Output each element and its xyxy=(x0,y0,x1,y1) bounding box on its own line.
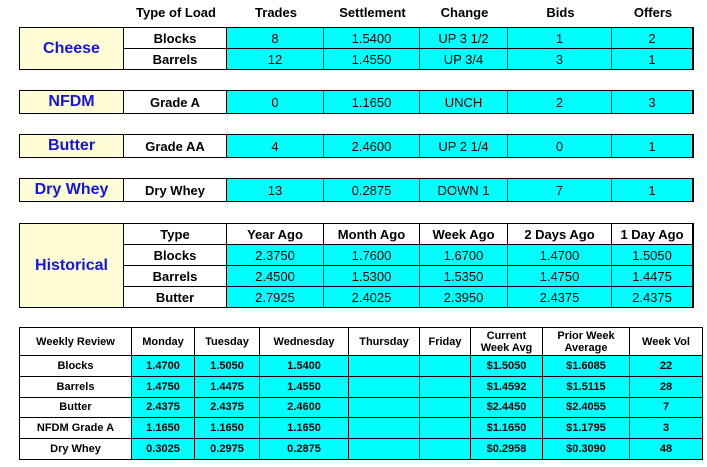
weekly-cell xyxy=(349,439,419,459)
drywhey-label: Dry Whey xyxy=(20,179,123,201)
nfdm-type: Grade A xyxy=(124,91,226,113)
weekly-cell: $1.5115 xyxy=(543,377,629,397)
weekly-cell: 1.5050 xyxy=(195,356,259,376)
butter-trades: 4 xyxy=(227,135,323,157)
weekly-cell: 0.2875 xyxy=(260,439,348,459)
drywhey-table xyxy=(19,178,694,202)
nfdm-trades: 0 xyxy=(227,91,323,113)
weekly-cell: $0.3090 xyxy=(543,439,629,459)
nfdm-table xyxy=(19,90,694,114)
weekly-cell: 1.4700 xyxy=(132,356,194,376)
cheese-blocks-change: UP 3 1/2 xyxy=(420,28,507,48)
weekly-cell: 28 xyxy=(630,377,702,397)
historical-table xyxy=(19,223,694,308)
cheese-blocks-settlement: 1.5400 xyxy=(324,28,419,48)
nfdm-settlement: 1.1650 xyxy=(324,91,419,113)
weekly-row-label: Butter xyxy=(20,398,131,418)
weekly-cell xyxy=(349,377,419,397)
historical-header-week-ago: Week Ago xyxy=(420,224,507,244)
weekly-cell: 1.5400 xyxy=(260,356,348,376)
drywhey-bids: 7 xyxy=(508,179,611,201)
weekly-header-current-week-avg: Current Week Avg xyxy=(471,328,542,355)
historical-header-month-ago: Month Ago xyxy=(324,224,419,244)
weekly-cell: 7 xyxy=(630,398,702,418)
historical-row-type: Barrels xyxy=(124,266,226,286)
col-header-change: Change xyxy=(440,5,489,20)
col-header-settlement: Settlement xyxy=(339,5,406,20)
drywhey-trades: 13 xyxy=(227,179,323,201)
weekly-header-wednesday: Wednesday xyxy=(260,328,348,355)
weekly-header-weekly-review: Weekly Review xyxy=(20,328,131,355)
nfdm-bids: 2 xyxy=(508,91,611,113)
butter-change: UP 2 1/4 xyxy=(420,135,507,157)
cheese-blocks-type: Blocks xyxy=(124,28,226,48)
historical-cell: 2.3950 xyxy=(420,287,507,307)
weekly-cell: 2.4600 xyxy=(260,398,348,418)
historical-cell: 2.4500 xyxy=(227,266,323,286)
weekly-cell: $1.4592 xyxy=(471,377,542,397)
historical-row-type: Butter xyxy=(124,287,226,307)
weekly-cell: 2.4375 xyxy=(195,398,259,418)
weekly-cell: 22 xyxy=(630,356,702,376)
cheese-barrels-bids: 3 xyxy=(508,49,611,69)
weekly-cell: $0.2958 xyxy=(471,439,542,459)
weekly-cell: $1.5050 xyxy=(471,356,542,376)
col-header-bids: Bids xyxy=(546,5,575,20)
weekly-cell: $2.4450 xyxy=(471,398,542,418)
weekly-cell: $1.6085 xyxy=(543,356,629,376)
cheese-barrels-trades: 12 xyxy=(227,49,323,69)
weekly-cell xyxy=(349,356,419,376)
drywhey-type: Dry Whey xyxy=(124,179,226,201)
cheese-barrels-offers: 1 xyxy=(612,49,692,69)
historical-header-year-ago: Year Ago xyxy=(227,224,323,244)
historical-cell: 2.3750 xyxy=(227,245,323,265)
weekly-cell: 1.4475 xyxy=(195,377,259,397)
historical-cell: 1.5350 xyxy=(420,266,507,286)
cheese-blocks-offers: 2 xyxy=(612,28,692,48)
weekly-header-week-vol: Week Vol xyxy=(630,328,702,355)
cheese-barrels-change: UP 3/4 xyxy=(420,49,507,69)
weekly-cell: $1.1650 xyxy=(471,418,542,438)
weekly-cell xyxy=(420,418,470,438)
weekly-cell: 1.1650 xyxy=(132,418,194,438)
weekly-row-label: NFDM Grade A xyxy=(20,418,131,438)
butter-table xyxy=(19,134,694,158)
weekly-cell xyxy=(349,398,419,418)
historical-cell: 1.6700 xyxy=(420,245,507,265)
weekly-header-thursday: Thursday xyxy=(349,328,419,355)
weekly-cell: 1.1650 xyxy=(260,418,348,438)
weekly-cell xyxy=(420,356,470,376)
butter-type: Grade AA xyxy=(124,135,226,157)
nfdm-label: NFDM xyxy=(20,91,123,113)
butter-bids: 0 xyxy=(508,135,611,157)
weekly-cell: 0.3025 xyxy=(132,439,194,459)
drywhey-offers: 1 xyxy=(612,179,692,201)
weekly-cell: 0.2975 xyxy=(195,439,259,459)
historical-cell: 2.4375 xyxy=(612,287,692,307)
cheese-barrels-settlement: 1.4550 xyxy=(324,49,419,69)
cheese-table xyxy=(19,27,694,70)
col-header-trades: Trades xyxy=(255,5,297,20)
historical-cell: 1.4750 xyxy=(508,266,611,286)
cheese-label: Cheese xyxy=(20,28,123,69)
weekly-header-prior-week-average: Prior Week Average xyxy=(543,328,629,355)
historical-header-2-days-ago: 2 Days Ago xyxy=(508,224,611,244)
weekly-row-label: Dry Whey xyxy=(20,439,131,459)
weekly-header-friday: Friday xyxy=(420,328,470,355)
historical-header-1-day-ago: 1 Day Ago xyxy=(612,224,692,244)
weekly-cell: 1.4750 xyxy=(132,377,194,397)
weekly-cell: 1.1650 xyxy=(195,418,259,438)
weekly-cell xyxy=(349,418,419,438)
historical-cell: 1.5300 xyxy=(324,266,419,286)
weekly-cell: $1.1795 xyxy=(543,418,629,438)
weekly-header-tuesday: Tuesday xyxy=(195,328,259,355)
weekly-cell xyxy=(420,377,470,397)
weekly-review-table xyxy=(19,327,703,460)
col-header-type-of-load: Type of Load xyxy=(136,5,216,20)
weekly-row-label: Blocks xyxy=(20,356,131,376)
weekly-cell: $2.4055 xyxy=(543,398,629,418)
weekly-cell xyxy=(420,439,470,459)
cheese-blocks-bids: 1 xyxy=(508,28,611,48)
col-header-offers: Offers xyxy=(633,5,673,20)
cheese-barrels-type: Barrels xyxy=(124,49,226,69)
weekly-cell: 2.4375 xyxy=(132,398,194,418)
drywhey-settlement: 0.2875 xyxy=(324,179,419,201)
cheese-blocks-trades: 8 xyxy=(227,28,323,48)
historical-cell: 2.4025 xyxy=(324,287,419,307)
historical-cell: 1.4700 xyxy=(508,245,611,265)
historical-cell: 2.4375 xyxy=(508,287,611,307)
historical-cell: 1.7600 xyxy=(324,245,419,265)
weekly-cell: 3 xyxy=(630,418,702,438)
historical-cell: 1.5050 xyxy=(612,245,692,265)
weekly-cell xyxy=(420,398,470,418)
historical-cell: 1.4475 xyxy=(612,266,692,286)
nfdm-offers: 3 xyxy=(612,91,692,113)
drywhey-change: DOWN 1 xyxy=(420,179,507,201)
historical-row-type: Blocks xyxy=(124,245,226,265)
weekly-cell: 48 xyxy=(630,439,702,459)
weekly-row-label: Barrels xyxy=(20,377,131,397)
butter-offers: 1 xyxy=(612,135,692,157)
historical-cell: 2.7925 xyxy=(227,287,323,307)
weekly-header-monday: Monday xyxy=(132,328,194,355)
butter-label: Butter xyxy=(20,135,123,157)
butter-settlement: 2.4600 xyxy=(324,135,419,157)
historical-header-type: Type xyxy=(124,224,226,244)
nfdm-change: UNCH xyxy=(420,91,507,113)
historical-label: Historical xyxy=(20,224,123,307)
weekly-cell: 1.4550 xyxy=(260,377,348,397)
